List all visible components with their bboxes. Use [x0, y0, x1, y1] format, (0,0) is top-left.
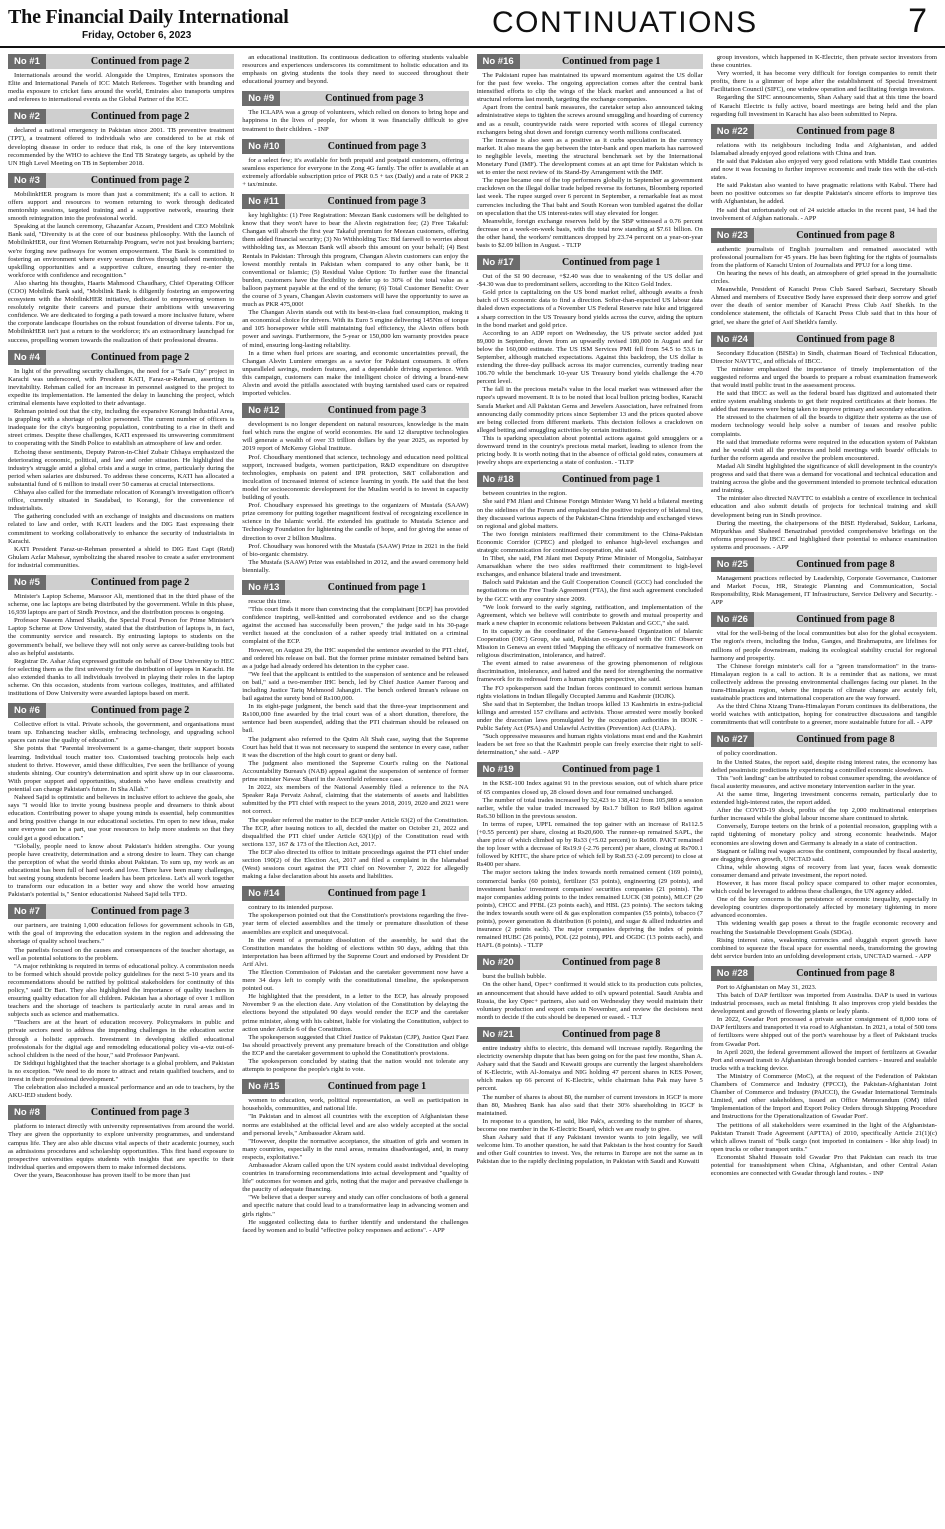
article — [711, 332, 937, 552]
article-paragraph: Registrar Dr. Ashar Afaq expressed gratitude on behalf of Dow University to HEC for selecting them as the first university for the distribution of laptops in Karachi. He also extended thanks to all individuals involved in playing their roles in the laptop scheme. On this occasion, students from various colleges, institutes, and affiliated institutions of Dow University were awarded laptops based on merit. — [8, 657, 235, 698]
article-paragraph: Meanwhile, foreign exchange reserves held by the SBP witnessed a 0.76 percent decrease on a week-on-week basis, with the total now standing at $7.61 billion. On the other hand, the workers' remittances dropped by 23.74 percent on a year-on-year basis to $2.09 billion in August. - TLTP — [476, 217, 703, 249]
section-title: CONTINUATIONS — [492, 6, 758, 39]
continued-from-label: Continued from page 8 — [796, 333, 895, 345]
article-header — [711, 557, 937, 572]
article-header — [711, 228, 937, 243]
article-header — [8, 904, 234, 919]
article-paragraph: This batch of DAP fertilizer was imported from Australia. DAP is used in various industrial processes, such as metal finishing. It also improves crop yield besides the development and growth of flowering plants or leafy plants. — [710, 992, 937, 1016]
article — [242, 91, 468, 133]
continued-from-label: Continued from page 1 — [561, 474, 661, 486]
article-paragraph: Also sharing his thoughts, Haaris Mahmood Chaudhary, Chief Operating Officer (COO) Mobilink Bank said, "Mobilink Bank is diligently fostering an empowering ecosystem with the MobilinkHER initiative, dedicated to empowering women to resolutely reignite their careers and pursue their ambitions with unwavering confidence. We are dedicated to forging a path toward a more inclusive future, where the corporate landscape flourishes on the robust foundation of diverse talents. For us, MobilinkHER isn't just a return to the workforce; it's an extraordinary launchpad for success, propelling women towards the realization of their professional dreams. — [8, 279, 235, 344]
continued-from-label: Continued from page 8 — [796, 614, 895, 626]
article-body — [8, 72, 234, 104]
article-header — [8, 1105, 234, 1120]
article-header — [8, 575, 234, 590]
article-paragraph: key highlights: (1) Free Registration: Meezan Bank customers will be delighted to know that they won't have to bear the Alsvin registration fee; (2) Free Takaful: Changan will absorb the first year Takaful premium for Meezan customers, offering them added financial security; (3) No Withholding Tax: Bid farewell to worries about withholding tax, as Meezan Bank will absorb this amount on your behalf; (4) Best Rentals in Pakistan: Through this program, Changan Alsvin customers can enjoy the lowest monthly rentals in Pakistan when compared to any other bank, be it conventional or Islamic; (5) Residual Value Option: To further ease the financial burden, customers have the flexibility to defer up to 30% of the total value as a balloon payment payable at the end of the tenure; (6) Total Customer Benefit: Over the course of 3 years, Changan Alsvin customers will have the opportunity to save as much as PKR 475,000! — [242, 212, 469, 309]
article-paragraph: Rising interest rates, weakening currencies and sluggish export growth have combined to squeeze the fiscal space for essential needs, transforming the growing debt service burden into an unfolding development crisis, UNCTAD warned. - APP — [710, 936, 937, 960]
article-paragraph: The major sectors taking the index towards north remained cement (169 points), commercial banks (60 points), fertilizer (53 points), engineering (29 points), and investment banks/ investment companies/ securities companies (21 points). The major companies adding points to the index remained LUCK (38 points), MLCF (29 points), CHCC and FFBL (23 points each), and HBL (23 points). The sectors taking the index towards south were oil & gas exploration companies (55 points), tobacco (7 points), power generation & distribution (6 points), and sugar & allied industries and insurance (2 points each). The major companies depriving the index of points remained HUBC (26 points), POL (22 points), PPL and OGDC (13 points each), and HAFL (8 points). - TLTP — [476, 869, 703, 950]
article — [711, 557, 937, 607]
article-number-badge: No #14 — [242, 886, 285, 901]
article-paragraph: The fall in the precious metal's value in the local market was witnessed after the rupee's upward movement. It is to be noted that local bullion pricing bodies, Karachi Sarafa Market and All Pakistan Gems and Jewelers Association, have refrained from announcing daily commodity prices since September 13 and the prices quoted above are being collected from different markets. This decision follows a crackdown on alleged betting and smuggling activities by certain institutions. — [476, 386, 703, 434]
continued-from-label: Continued from page 2 — [90, 174, 190, 186]
continued-from-label: Continued from page 8 — [561, 1028, 661, 1040]
article — [8, 1105, 234, 1180]
issue-date: Friday, October 6, 2023 — [82, 30, 192, 41]
article-header — [477, 1027, 703, 1042]
article-columns — [0, 48, 945, 1529]
article-header — [477, 472, 703, 487]
article-number-badge: No #5 — [8, 575, 46, 590]
article — [711, 228, 937, 327]
article-paragraph: During the meeting, the chairpersons of the BISE Hyderabad, Sukkur, Larkana, Mirpurkhas and Shaheed Benazirabad provided comprehensive briefings on the reforms proposed by IBCC and highlighted their potential to enhance examination systems and processes. - APP — [710, 519, 937, 551]
article-header — [711, 332, 937, 347]
article-body — [477, 973, 703, 1022]
article-paragraph: vital for the well-being of the local communities but also for the global ecosystem. The region's rivers, including the Indus, Ganges, and Brahmaputra, are lifelines for millions of people downstream, making its ecological stability crucial for regional harmony and prosperity. — [710, 630, 937, 662]
article-paragraph: Professor Naseem Ahmed Shaikh, the Special Focal Person for Prime Minister's Laptop Scheme at Dow University, stated that the distribution of laptops is, in fact, the community service and research. By entrusting laptops to students on the government's behalf, we believe they will not only serve as career-building tools but also as helpful assistants. — [8, 617, 235, 657]
article-paragraph: The increase is also seen as a positive as it curbs speculation in the currency market. It also means the gap between the inter-bank and open markets has narrowed to negligible levels, meeting the structural benchmark set by the International Monetary Fund (IMF). The development comes at an apt time for Pakistan which is set to enter the next review of its Stand-By Arrangement with the IMF. — [476, 136, 703, 177]
article-paragraph: between countries in the region. — [482, 490, 567, 498]
article-paragraph: "Teachers are at the heart of education recovery. Policymakers in public and private sectors need to address the impending challenges in the education sector through a holistic approach. Investment in developing skilled educational professionals for the digital age and remodeling educational policy vis-a-viz out-of-school children is the need of the hour," said Professor Panjwani. — [8, 1019, 235, 1059]
article-paragraph: The ECP also directed its office to initiate proceedings against the PTI chief under section 190(2) of the Election Act, 2017 and filed a complaint in the Islamabad (West) sessions court against the PTI chief on November 7, 2022 for allegedly making a false declaration about his assets and liabilities. — [242, 848, 469, 881]
article — [711, 54, 937, 119]
continued-from-label: Continued from page 1 — [561, 257, 661, 269]
article-paragraph: The event aimed to raise awareness of the growing phenomenon of religious discrimination, intolerance, and hatred and the need for strengthening the normative framework for its redressal from a human rights perspective, she said. — [476, 660, 703, 684]
article-paragraph: He highlighted that the president, in a letter to the ECP, has already proposed November 9 as the election date. Any violation of the Constitution by delaying the elections beyond the stipulated 90 days would render the ECP and the caretaker prime minister, along with his cabinet, liable for violating the Constitution, subject to action under Article 6 of the Constitution. — [242, 993, 469, 1033]
article-body — [477, 273, 703, 467]
article-paragraph: The ICLAPA was a group of volunteers, which relied on donors to bring hope and happiness in the lives of people, for whom it was financially difficult to give treatment to their children. - INP — [242, 109, 469, 133]
article-paragraph: The Election Commission of Pakistan and the caretaker government now have a mere 34 days left to comply with the constitutional timeline, the spokesperson pointed out. — [242, 969, 469, 993]
article-paragraph: "We feel that the applicant is entitled to the suspension of sentence and be released on bail," said a two-member IHC bench, led by Chief Justice Aamer Farooq and including Justice Tariq Mehmood Jahangiri. The bench ordered Imran's release on bail against the surety bond of Rs100,000. — [242, 670, 469, 703]
article — [242, 54, 468, 86]
article-paragraph: China, while showing signs of recovery from last year, faces weak domestic consumer demand and private investment, the report noted. — [710, 863, 937, 879]
article-paragraph: In the United States, the report said, despite rising interest rates, the economy has defied pessimistic predictions by experiencing a controlled economic slowdown. — [710, 758, 937, 774]
article-paragraph: The gathering concluded with an exchange of insights and discussions on matters related to law and order, with KATI leaders and the DIG East expressing their commitment to working collaboratively to enhance the security of industrialists in Karachi. — [8, 513, 235, 545]
article-paragraph: On the other hand, Opec+ confirmed it would stick to its production cuts policies, an announcement that should have added to oil's upward potential. Saudi Arabia and Russia, the key Opec+ partners, also said on Wednesday they would maintain their voluntary production and export cuts in November, and review the decisions next month to decide if the cuts should be deepened or eased. - TLT — [476, 981, 703, 1021]
article-paragraph: The number of total trades increased by 32,423 to 138,412 from 105,989 a session earlier, while the value traded increased by Rs1.7 billion to Rs9 billion against Rs6.30 billion in the previous session. — [476, 796, 703, 820]
article-paragraph: The spokesperson pointed out that the Constitution's provisions regarding the five-year term of elected assemblies and the timely or premature dissolution of these assemblies are explicit and unequivocal. — [242, 912, 469, 936]
article-paragraph: In the event of a premature dissolution of the assembly, he said that the Constitution mandates the holding of elections within 90 days, adding that this interpretation has been affirmed by the Supreme Court and endorsed by President Dr Arif Alvi. — [242, 936, 469, 968]
article-paragraph: Secondary Education (BISEs) in Sindh, chairman Board of Technical Education, Director NAVTTC, and officials of IBCC. — [710, 349, 937, 365]
article-paragraph: Meanwhile, President of Karachi Press Club Saeed Sarbazi, Secretary Shoaib Ahmed and members of Executive Body have expressed their deep sorrow and grief over the death of senior member of Karachi Press Club Asif Sheikh. In the condolence statement, the officials of Karachi Press Club said that in this hour of grief, we share the grief of Asif Sheikh's family. — [710, 286, 937, 326]
article-paragraph: Madad Ali Sindhi highlighted the significance of skill development in the country's progress and said that there was a demand for vocational and technical education and training across the globe and the government intended to promote technical education and training. — [710, 462, 937, 495]
article-paragraph: On hearing the news of his death, an atmosphere of grief spread in the journalistic circles. — [710, 269, 937, 286]
article-paragraph: of policy coordination. — [716, 750, 777, 758]
article-paragraph: Management practices reflected by Leadership, Corporate Governance, Customer and Market Focus, HR, Strategic Planning and Communication, Social Responsibility, Risk Management, IT Infrastructure, Service Delivery and Security. - APP — [710, 574, 937, 607]
article-paragraph: Shan Ashary said that if any Pakistani investor wants to join legally, we will welcome him. To another question, he said that Pakistan is the host country for Saudi and other Gulf countries to invest. Yes, the returns in Europe are not the same as in Pakistan due to the rapidly declining population, in Pakistan with Saudi and Kuwaiti — [476, 1133, 703, 1166]
article-header — [8, 173, 234, 188]
article-body — [8, 593, 234, 698]
article-paragraph: The FO spokesperson said the Indian forces continued to commit serious human rights violations in Indian Illegally Occupied Jammu and Kashmir (IIOJK). — [476, 684, 703, 700]
article-paragraph: After the COVID-19 shock, profits of the top 2,000 multinational enterprises further increased while the global labour income share continued to shrink. — [710, 807, 937, 823]
article-paragraph: However, it has more fiscal policy space compared to other major economies, which could be leveraged to address these challenges, the UN agency added. — [710, 879, 937, 896]
article-header — [242, 194, 468, 209]
article-paragraph: Collective effort is vital. Private schools, the government, and organisations must team up. Enhancing teacher skills, embracing technology, and upgrading school spaces can raise the quality of education." — [8, 721, 235, 745]
article-number-badge: No #22 — [711, 124, 754, 139]
article-paragraph: contrary to its intended purpose. — [248, 904, 334, 912]
article-paragraph: Apart from the central bank measures, the caretaker setup also announced taking administrative steps to tighten the screws around smuggling and hoarding of currency and as a result, countrywide raids were reported with scores of illegal currency exchangers being shut down and foreign currency worth millions confiscated. — [476, 104, 703, 136]
article-paragraph: Speaking at the launch ceremony, Ghazanfar Azzam, President and CEO Mobilink Bank said, "Diversity is at the core of our business philosophy. With the launch of MobilinkHER, our first Women Returnship Program, we're not just breaking barriers; we're forging new pathways for women empowerment. The Bank is committed to fostering an environment where every woman thrives through tailored mentorship, upskilling opportunities and a supportive culture, ensuring they re-enter the workforce with confidence and recognition." — [8, 223, 235, 279]
article-paragraph: The petitions of all stakeholders were examined in the light of the Afghanistan-Pakistan Transit Trade Agreement (APTTA) of 2010, specifically Article 21(1)(c) which allows transit of "bulk cargo (not imported in containers - like ship load) in open trucks or other transport units." — [710, 1121, 937, 1153]
article-body — [711, 142, 937, 223]
continued-from-label: Continued from page 1 — [561, 56, 661, 67]
continued-from-label: Continued from page 1 — [561, 764, 661, 776]
article-number-badge: No #1 — [8, 54, 46, 69]
article-number-badge: No #4 — [8, 350, 46, 365]
continued-from-label: Continued from page 2 — [90, 111, 190, 123]
article-paragraph: Naheed Sajid is optimistic and believes in inclusive effort to achieve the goals, she says "I would like to invite young business people and dreamers to think about education. Contributing power to shape young minds is essential, help communities and bring positive change in our educational societies. I'm open to new ideas, make sure everyone can be a part, use your resources to help more students so that they could get a good education." — [8, 794, 235, 842]
article — [8, 703, 234, 899]
article-paragraph: This is sparking speculation about potential actions against gold smugglers or a downward trend in the country's precious metal market, leading to silence from the pricing body. It is worth noting that in the absence of official gold rates, consumers at jewelry shops are experiencing a state of confusion. - TLTP — [476, 434, 703, 467]
article-body — [242, 109, 468, 133]
masthead — [0, 0, 945, 48]
article-number-badge: No #11 — [242, 194, 285, 209]
continued-from-label: Continued from page 8 — [796, 558, 895, 570]
article-paragraph: in the KSE-100 Index against 91 in the previous session, out of which share price of 65 companies closed up, 28 closed down and four remained unchanged. — [476, 780, 703, 796]
article-paragraph: burst the bullish bubble. — [482, 973, 547, 981]
article-paragraph: MobilinkHER program is more than just a commitment; it's a call to action. It offers support and resources to women returning to work through dedicated mentorship sessions, targeted training and a supportive network, ensuring their smooth reintegration into the professional world. — [8, 190, 235, 223]
article-body — [242, 904, 468, 1074]
article-paragraph: Internationals around the world. Alongside the Umpires, Emirates sponsors the Elite and International Panels of ICC Match Referees. Together with branding and media exposure to cricket fans around the world, Emirates also transports umpires and referees to international events as the Global Partner of the ICC. — [8, 72, 235, 104]
article-number-badge: No #3 — [8, 173, 46, 188]
article-paragraph: The Changan Alsvin stands out with its best-in-class fuel consumption, making it an economical choice for drivers. With its Euro 5 engine delivering 145Nm of torque and 105 horsepower while still maintaining fuel efficiency, the Alsvin offers both power and savings. Furthermore, the 5-year or 150,000 km warranty provides peace of mind, ensuring long-lasting reliability. — [242, 309, 469, 349]
article-paragraph: This "soft landing" can be attributed to robust consumer spending, the avoidance of fiscal austerity measures, and active monetary intervention earlier in the year. — [710, 774, 937, 790]
article-body — [242, 421, 468, 575]
article-paragraph: In a time when fuel prices are soaring, and economic uncertainties prevail, the Changan Alsvin Lumiere emerges as a savior for Pakistani consumers. It offers unparalleled savings, modern features, and a dependable driving experience. With this campaign, customers can make the intelligent choice of driving a brand-new Alsvin and avoid the pitfalls associated with buying tarnished used cars or repaired imported vehicles. — [242, 349, 469, 398]
article-paragraph: The rupee became one of the top performers globally in September as government crackdown on the illegal dollar trade helped reverse its fortunes, Bloomberg reported last week. The rupee surged over 6 percent in September, a remarkable feat as most currencies including the Thai baht and South Korean won tumbled against the dollar on speculation that the US interest-rates will stay elevated for longer. — [476, 177, 703, 217]
continued-from-label: Continued from page 1 — [327, 888, 427, 900]
article-paragraph: The Chinese foreign minister's call for a "green transformation" in the trans-Himalayan region is a call to action. It is a reminder that as nations, we must collectively address the pressing environmental challenges facing our planet. In the trans-Himalayan region, where the impacts of climate change are acutely felt, sustainable practices and international cooperation are the way forward. — [710, 662, 937, 703]
article-body — [477, 1045, 703, 1166]
article-number-badge: No #27 — [711, 732, 754, 747]
article-paragraph: The minister also directed NAVTTC to establish a centre of excellence in technical education and also submit details of projects for technical training and skill development being run in Sindh province. — [710, 495, 937, 519]
article-paragraph: The panelists focused on the causes and consequences of the teacher shortage, as well as potential solutions to the problem. — [8, 946, 235, 962]
article-body — [711, 984, 937, 1178]
article-paragraph: "In Pakistan and in almost all countries with the exception of Afghanistan these norms are established at the official level and are also widely accepted at the social and personal levels," Ambassador Akram said. — [242, 1113, 469, 1137]
article-number-badge: No #17 — [477, 255, 520, 270]
article-paragraph: Rehman pointed out that the city, including the expansive Korangi Industrial Area, is grappling with a shortage of police personnel. The current number of officers is inadequate for the city's burgeoning population, contributing to a rise in theft and street crimes. Despite these challenges, KATI expressed its unwavering commitment to cooperating with the Sindh Police to establish an atmosphere of law and order. — [8, 408, 235, 448]
continued-from-label: Continued from page 3 — [327, 405, 427, 417]
article-paragraph: Ambassador Akram called upon the UN system could assist individual developing countries in transforming recommendations into actual development and "quality of life" outcomes for women and girls, noting that the major and pervasive challenge is the paucity of adequate financing. — [242, 1161, 469, 1194]
article-header — [8, 54, 234, 69]
article-number-badge: No #19 — [477, 762, 520, 777]
article-header — [711, 966, 937, 981]
article-header — [477, 255, 703, 270]
article-paragraph: Out of the SI 90 decrease, +$2.40 was due to weakening of the US dollar and -$4.30 was due to predominant sellers, according to the Kitco Gold Index. — [476, 273, 703, 289]
article-body — [711, 350, 937, 552]
article-paragraph: In 2022, Gwadar Port processed a private sector consignment of 8,000 tons of DAP fertilizers and transported it via road to Afghanistan. In 2021, a total of 500 tons of fertilizers were shipped out of the port's warehouse by a fleet of Pakistani trucks from Gwadar Port. — [710, 1016, 937, 1048]
article — [242, 194, 468, 398]
continued-from-label: Continued from page 1 — [327, 581, 427, 593]
article — [242, 139, 468, 189]
article-paragraph: He said that IBCC as well as the federal board has digitized and automated their entire system enabling students to get their required certificates at their homes. He added that measures were being taken to improve primary and secondary education. — [710, 390, 937, 414]
continued-from-label: Continued from page 8 — [796, 229, 895, 241]
article-paragraph: The minister emphasized the importance of timely implementation of the suggested reforms and urged the boards to prepare a robust examination framework that would instil public trust in the assessment process. — [710, 365, 937, 389]
article-body — [242, 598, 468, 881]
continued-from-label: Continued from page 8 — [796, 967, 895, 979]
article-header — [8, 350, 234, 365]
article-paragraph: Baloch said Pakistan and the Gulf Cooperation Council (GCC) had concluded the negotiations on the Free Trade Agreement (FTA), the first such agreement concluded by the GCC with any country since 2009. — [476, 579, 703, 603]
article — [242, 403, 468, 575]
newspaper-name: The Financial Daily International — [8, 6, 289, 28]
article-paragraph: Gold price is capitalizing on the US bond market relief, although awaits a fresh batch of US economic data to find a direction. Softer-than-expected US labour data dialed down expectations of a November US Federal Reserve rate hike and triggered a sharp correction in the US Treasury bond yields across the curve, aiding the upturn in the bond market and gold price. — [476, 289, 703, 329]
article-paragraph: Very worried, it has become very difficult for foreign companies to remit their profits, there is a glimmer of hope after the establishment of Special Investment Facilitation Council (SIFC), one window operation and facilitating foreign investors. — [710, 70, 937, 94]
article-body — [477, 780, 703, 950]
article-paragraph: In 2022, six members of the National Assembly filed a reference to the NA Speaker Raja Pervaiz Ashraf, claiming that the statements of assets and liabilities submitted by the PTI chief with respect to the years 2018, 2019, 2020 and 2021 were not correct. — [242, 784, 469, 816]
article-paragraph: According to an ADP report on Wednesday, the US private sector added just 89,000 in September, down from an upwardly revised 180,000 in August and far below the 160,000 estimate. The US ISM Services PMI fell from 54.5 to 53.6 in September, although matched expectations. Against this backdrop, the US dollar is extending the three-day pullback across its major currencies, currently trading near 106.70 while the benchmark 10-year US Treasury bond yields challenge the 4.70 percent level. — [476, 329, 703, 386]
article-paragraph: "Globally, people need to know about Pakistan's hidden strengths. Our young people have creativity, determination and a strong desire to learn. They can change the perception of what the world thinks about Pakistan. To sum up, my work as an educationist has been full of hard work and love. There have been many challenges, but seeing young students become leaders has been priceless. Let's all work together to transform our education in a better way and show the world how amazing Pakistan's potential is," Senior educationist Naheed Sajid tells TFD. — [8, 842, 235, 899]
article-number-badge: No #8 — [8, 1105, 46, 1120]
article-header — [711, 124, 937, 139]
article-body — [711, 246, 937, 327]
article-paragraph: The number of shares is about 80, the number of current investors in IGCF is more than 80, Mashreq Bank has also said that their 30% shareholding in IGCF is maintained. — [476, 1093, 703, 1117]
article-body — [242, 54, 468, 86]
article-paragraph: Prof. Choudhary was honored with the Mustafa (SAAW) Prize in 2021 in the field of bio-organic chemistry. — [242, 542, 469, 558]
article-paragraph: Economist Shahid Hussain told Gwadar Pro that Pakistan can reach its true potential for transshipment when China, Afghanistan, and other Central Asian economies are connected with Gwadar through land routes. - INP — [710, 1153, 937, 1178]
article-header — [242, 886, 468, 901]
continued-from-label: Continued from page 3 — [327, 140, 427, 152]
continued-from-label: Continued from page 8 — [561, 957, 661, 969]
article-paragraph: He said that immediate reforms were required in the education system of Pakistan and he would visit all the provinces and hold meetings with boards' officials to further the reform agenda and resolve the problem encountered. — [710, 438, 937, 462]
continued-from-label: Continued from page 8 — [796, 125, 895, 137]
article-paragraph: At the same time, lingering investment concerns remain, particularly due to extended high-interest rates, the report added. — [710, 790, 937, 807]
article-number-badge: No #28 — [711, 966, 754, 981]
article-body — [477, 72, 703, 250]
article-paragraph: She said that in September, the Indian troops killed 13 Kashmiris in extra-judicial killings and arrested 157 civilians and activists. Those arrested were mostly booked under the draconian laws promulgated by the occupation authorities in IIOJK - Public Safety Act (PSA) and Unlawful Activities (Prevention) Act (UAPA). — [476, 700, 703, 733]
article-body — [8, 127, 234, 167]
continued-from-label: Continued from page 2 — [90, 576, 190, 588]
article — [711, 124, 937, 223]
article-paragraph: The judgment also referred to the Quim Ali Shah case, saying that the Supreme Court has held that it was not necessary to suspend the sentence in every case, rather it was the discretion of the high court to grant or deny bail. — [242, 735, 469, 759]
column-4 — [711, 54, 937, 1529]
article-paragraph: Regarding the SIFC announcements, Shan Ashary said that at this time the board of Karachi Electric is fully active, board meetings are being held and the plan regarding full investment in Karachi has also been submitted to Nepra. — [710, 94, 937, 118]
article-number-badge: No #2 — [8, 109, 46, 124]
article-header — [8, 109, 234, 124]
article-paragraph: for a select few; it's available for both prepaid and postpaid customers, offering a seamless experience for everyone in the Zong 4G family. The offer is available at an extremely affordable subscription price of PKR 0.5 + tax (Daily) and a rate of PKR 2 + tax/minute. — [242, 156, 469, 188]
article-number-badge: No #20 — [477, 955, 520, 970]
continued-from-label: Continued from page 2 — [90, 705, 190, 717]
article-paragraph: Prof. Choudhary mentioned that science, technology and education need political support, increased budgets, women participation, R&D expenditure on disruptive technologies, emphasis on patent and IPR protection, S&T collaboration and inculcation of increased interest of science learning in youth. He said that the best model for socioeconomic development for the Muslim world is to invest in capacity building of youth. — [242, 453, 469, 502]
article-paragraph: In its capacity as the coordinator of the Geneva-based Organization of Islamic Cooperation (OIC) Group, she said, Pakistan co-organized with the OIC Observer Mission in Geneva an event titled 'Mapping the efficacy of normative framework on religious discrimination, intolerance, and hatred'. — [476, 627, 703, 660]
article-paragraph: He said Pakistan also wanted to have pragmatic relations with Kabul. There had been no positive outcomes so far despite Pakistan's sincere efforts to improve ties with Afghanistan, he added. — [710, 182, 937, 206]
article — [8, 109, 234, 167]
article-paragraph: The judgment also mentioned the Supreme Court's ruling on the National Accountability Bureau's (NAB) appeal against the suspension of sentence of former prime minister Nawaz Sharif in the Avenfield reference case. — [242, 759, 469, 784]
article-paragraph: The spokesperson concluded by stating that the nation would not tolerate any attempts to postpone the people's right to vote. — [242, 1058, 469, 1074]
article-body — [8, 922, 234, 1100]
article-body — [242, 157, 468, 189]
article-number-badge: No #23 — [711, 228, 754, 243]
article-paragraph: He said that unfortunately out of 24 suicide attacks in the recent past, 14 had the involvement of Afghan nationals. - APP — [710, 206, 937, 222]
article-paragraph: In response to a question, he said, like Pak's, according to the number of shares, become one member in the K-Electric Board, which we are ready to give. — [476, 1117, 703, 1133]
article-header — [242, 403, 468, 418]
article — [477, 255, 703, 467]
continued-from-label: Continued from page 3 — [90, 1107, 190, 1119]
article-number-badge: No #24 — [711, 332, 754, 347]
article-paragraph: our partners, are training 1,000 education fellows for government schools in GB, with the goal of improving the education system in the region and addressing the shortage of quality school teachers." — [8, 922, 235, 946]
continued-from-label: Continued from page 1 — [327, 1081, 427, 1093]
article-paragraph: platform to interact directly with university representatives from around the world. They are given the opportunity to explore university programmes, and understand campus life. They are also able discuss vital aspects of their academic journey, such as admissions procedures and scholarship opportunities. This first hand exposure to prospective universities equips students with insights that are specific to their individual queries and empowers them to make informed decisions. — [8, 1123, 235, 1171]
article-paragraph: The celebration also included a musical performance and an ode to teachers, by the AKU-IED student body. — [8, 1084, 235, 1100]
article-paragraph: The speaker referred the matter to the ECP under Article 63(2) of the Constitution. The ECP, after issuing notices to all, decided the matter on October 21, 2022 and disqualified the PTI chief under Article 63(1)(p) of the Constitution read with sections 137, 167 & 173 of the Election Act, 2017. — [242, 816, 469, 848]
article-number-badge: No #26 — [711, 612, 754, 627]
article — [477, 955, 703, 1022]
article-body — [242, 212, 468, 398]
article — [711, 612, 937, 727]
article-paragraph: In its eight-page judgment, the bench said that the three-year imprisonment and Rs100,000 fine awarded by the trial court was of a short duration, therefore, the sentence had been suspended, adding that the PTI chairman should be released on bail. — [242, 703, 469, 735]
article-paragraph: "This court finds it more than convincing that the complainant [ECP] has provided confidence inspiring, well-knitted and corroborated evidence and so the charge against the accused has successfully been proven," the judge said in his 30-page verdict issued at the conclusion of a rather speedy trial initiated on a criminal complaint of the ECP. — [242, 606, 469, 646]
article-body — [8, 368, 234, 570]
article-number-badge: No #16 — [477, 54, 520, 69]
article-number-badge: No #6 — [8, 703, 46, 718]
article-paragraph: The two foreign ministers reaffirmed their commitment to the China-Pakistan Economic Corridor (CPEC) and pledged to enhance high-level exchanges and strategic communication for continued cooperation, she said. — [476, 530, 703, 554]
article-paragraph: "A major rethinking is required in terms of educational policy. A commission needs to be formed which should provide policy guidelines for the next 5-10 years and its recommendations should be ratified by political stakeholders for continuity of this policy," said Dr Bari. They also highlighted the importance of quality teachers in ensuring quality education for all children. Pakistan has a shortage of over 1 million teachers and the shortage of teachers is particularly acute in rural areas and in subjects such as science and mathematics. — [8, 962, 235, 1019]
article-number-badge: No #7 — [8, 904, 46, 919]
article-header — [477, 955, 703, 970]
article-paragraph: entire industry shifts to electric, this demand will increase rapidly. Regarding the electricity ownership dispute that has been going on for the past few months, Shan A. Ashary said that the Saudi and Kuwaiti groups are currently the largest shareholders of K-Electric, with Al-Jomaiya and NIG holding 47 percent shares in KES Power, which makes up 66 percent of K-Electric, while chairman Isha Pak may have 5 percent. — [476, 1044, 703, 1093]
article-paragraph: However, on August 29, the IHC suspended the sentence awarded to the PTI chief, and ordered his release on bail. But the former prime minister remained behind bars as a judge had already ordered his detention in the cypher case. — [242, 646, 469, 670]
article-paragraph: "We look forward to the early signing, ratification, and implementation of the Agreement, which we believe will contribute to growth and mutual prosperity and mark a new chapter in economic relations between Pakistan and GCC," she said. — [476, 603, 703, 627]
article-body — [8, 191, 234, 345]
article-paragraph: Over the years, Beaconhouse has proven itself to be more than just — [14, 1171, 191, 1179]
article-paragraph: Stagnant or falling real wages across the continent, compounded by fiscal austerity, are dragging down growth, UNCTAD said. — [710, 847, 937, 863]
article-body — [477, 490, 703, 757]
article-paragraph: Dr Siddiqui highlighted that the teacher shortage is a global problem, and Pakistan is no exception. "We need to do more to attract and retain qualified teachers, and to invest in their professional development." — [8, 1059, 235, 1084]
article-paragraph: Chhaya also called for the immediate relocation of Korangi's investigation officer's office, currently situated in Saudabad, to Korangi, for the convenience of industrialists. — [8, 489, 235, 513]
article — [8, 904, 234, 1100]
article-paragraph: group investors, which happened in K-Electric, then private sector investors from these countries. — [710, 54, 937, 70]
article-paragraph: The Ministry of Commerce (MoC), at the request of the Federation of Pakistan Chambers of Commerce and Industry (FPCCI), the Pakistan-Afghanistan Joint Chamber of Commerce and Industry (PAJCCI), the Gwadar International Terminals Limited, and other stakeholders, issued an Office Memorandum (OM) titled 'Implementation of the Import and Export Policy Orders through Shipping Procedure and Instructions for the Operationalization of Gwadar Port'. — [710, 1072, 937, 1121]
article-paragraph: In Tibet, she said, FM Jilani met Deputy Prime Minister of Mongolia, Sainbayar Amarsaikhan where the two sides reaffirmed their commitment to high-level exchanges, and enhance bilateral trade and investment. — [476, 555, 703, 579]
article — [8, 575, 234, 698]
article-paragraph: He stressed to the chairmen of all the boards to digitize their systems as the use of modern technology would help solve a number of issues and resolve public complaints. — [710, 414, 937, 438]
article-paragraph: Port to Afghanistan on May 31, 2023. — [716, 983, 817, 991]
article-body — [711, 54, 937, 119]
article-header — [477, 762, 703, 777]
article-paragraph: authentic journalists of English journalism and remained associated with professional journalism for 45 years. He has been fighting for the rights of journalists from the platform of Karachi Union of Journalists and PFUJ for a long time. — [710, 245, 937, 269]
article-paragraph: The spokesperson suggested that Chief Justice of Pakistan (CJP), Justice Qazi Faez Isa should proactively prevent any premature breach of the Constitution and oblige the ECP and the caretaker government to uphold the Constitution's provisions. — [242, 1033, 469, 1057]
page-number: 7 — [908, 2, 927, 40]
article-header — [242, 91, 468, 106]
continued-from-label: Continued from page 2 — [90, 56, 190, 67]
article-number-badge: No #13 — [242, 580, 285, 595]
article — [477, 54, 703, 250]
article-header — [711, 612, 937, 627]
article — [477, 472, 703, 757]
article-paragraph: This widening wealth gap poses a threat to the fragile economic recovery and reaching the Sustainable Development Goals (SDGs). — [710, 920, 937, 936]
article-paragraph: She said FM Jilani and Chinese Foreign Minister Wang Yi held a bilateral meeting on the sidelines of the Forum and emphasized the positive trajectory of bilateral ties, they discussed various aspects of the Pakistan-China friendship and exchanged views on regional and global matters. — [476, 498, 703, 530]
column-1 — [8, 54, 234, 1529]
article-paragraph: Echoing these sentiments, Deputy Patron-in-Chief Zubair Chhaya emphasized the deteriorating economic, political, and law and order situation. He highlighted the industry's struggle amid a global crisis and a surge in crime, particularly during the period when salaries are disbursed. To address these concerns, KATI has allocated a substantial fund of 6 million to install over 50 cameras at crucial intersections. — [8, 448, 235, 488]
article-paragraph: Prof. Choudhary expressed his greetings to the organizers of Mustafa (SAAW) prize ceremony for putting together magnificent festival of recognizing excellence in science in the Islamic world. He extended his gratitude to Mustafa Science and Technology Foundation for lightening the candle of hope, and for giving the sense of direction to over 2 billion Muslims. — [242, 502, 469, 542]
article-paragraph: As the third China Xizang Trans-Himalayan Forum continues its deliberations, the world watches with anticipation, hoping for constructive discussions and tangible commitments that will contribute to a greener, more sustainable future for all. - APP — [710, 703, 937, 727]
continued-from-label: Continued from page 3 — [325, 93, 424, 105]
article-paragraph: In light of the prevailing security challenges, the need for a "Safe City" project in Karachi was underscored, with President KATI, Faraz-ur-Rehman, asserting its inevitability. Rehman called for an increase in personnel assigned to the project to expedite its implementation. He lamented the delay in launching the project, which criminal elements have exploited to their advantage. — [8, 367, 235, 407]
article-header — [477, 54, 703, 69]
article — [477, 1027, 703, 1166]
article-paragraph: an educational institution. Its continuous dedication to offering students valuable resources and experiences underscores its commitment to holistic education and its emphasis on giving students the tools they need to succeed throughout their educational journey and beyond. — [242, 54, 469, 86]
article-number-badge: No #18 — [477, 472, 520, 487]
article-number-badge: No #21 — [477, 1027, 520, 1042]
article-header — [242, 580, 468, 595]
article-number-badge: No #25 — [711, 557, 754, 572]
article-body — [242, 1097, 468, 1235]
article-header — [242, 139, 468, 154]
article-paragraph: women to education, work, political representation, as well as participation in households, communities, and national life. — [242, 1097, 469, 1113]
article — [8, 350, 234, 570]
continued-from-label: Continued from page 2 — [90, 351, 190, 363]
article-paragraph: Minister's Laptop Scheme, Mansoor Ali, mentioned that in the third phase of the scheme, one lac laptops are being distributed by the government. While in this phase, 16,939 laptops are part of Sindh Province, and the distribution process is ongoing. — [8, 592, 235, 617]
article — [242, 580, 468, 881]
article-paragraph: In terms of rupee, UPFL remained the top gainer with an increase of Rs112.5 (+0.55 percent) per share, closing at Rs20,600. The runner-up remained SAPL, the share price of which climbed up by Rs33 (+5.02 percent) to Rs690. PAKT remained the top loser with a decrease of Rs19.9 (-2.76 percent) per share, closing at Rs700.1 followed by KHTC, the share price of which fell by Rs8.53 (-2.09 percent) to close at Rs400 per share. — [476, 820, 703, 869]
continued-from-label: Continued from page 3 — [327, 196, 426, 208]
article-paragraph: He said that Pakistan also enjoyed very good relations with Middle East countries and now it was focusing to further improve economic and trade ties with the oil-rich states. — [710, 157, 937, 182]
article-paragraph: KATI President Faraz-ur-Rehman presented a shield to DIG East Capt (Retd) Ghulam Azfar Mahesar, symbolizing the shared resolve to create a safer environment for industrial communities. — [8, 545, 235, 569]
article-paragraph: rescue this time. — [248, 597, 292, 605]
article-header — [8, 703, 234, 718]
article — [242, 886, 468, 1074]
article-paragraph: She points that "Parental involvement is a game-changer, their support boosts learning. Individual touch matter too. Customised teaching protocols help each student to thrive. However, amid these difficulties, I've seen the brilliance of young students shining. Our country's determination and spirit show up in our classrooms. With proper support and opportunities, students who have endless creativity and potential can change Pakistan's future. In Sha Allah." — [8, 745, 235, 793]
article-body — [711, 630, 937, 727]
article-number-badge: No #12 — [242, 403, 285, 418]
article-header — [711, 732, 937, 747]
article — [711, 732, 937, 960]
article — [8, 173, 234, 345]
article-paragraph: development is no longer dependent on natural resources, knowledge is the main fuel which runs the engine of world economies. He said 12 disruptive technologies will generate a wealth of over 33 trillion dollars by the year 2025, as reported by 2019 report of McKensy Global Institute. — [242, 421, 469, 453]
article-number-badge: No #15 — [242, 1079, 285, 1094]
article-body — [711, 575, 937, 607]
article-paragraph: "We believe that a deeper survey and study can offer conclusions of both a general and specific nature that could lead to a transformative leap in advancing women and girls rights." — [242, 1194, 469, 1218]
article-paragraph: The Pakistani rupee has maintained its upward momentum against the US dollar for the past few weeks. The ongoing appreciation comes after the central bank intensified efforts to clip the wings of the black market and announced a list of structural reforms last month, targeting the exchange companies. — [476, 72, 703, 104]
article-paragraph: declared a national emergency in Pakistan since 2001. TB preventive treatment (TPT), a treatment offered to individuals who are considered to be at risk of developing disease in order to reduce that risk, is one of the key interventions recommended by the WHO to achieve the End TB Strategy targets, as upheld by the UN High Level Meeting on TB in September 2018. — [8, 127, 235, 167]
article — [242, 1079, 468, 1235]
article-body — [8, 721, 234, 899]
continued-from-label: Continued from page 8 — [796, 734, 895, 746]
article-body — [8, 1123, 234, 1180]
article-paragraph: One of the key concerns is the persistence of economic inequality, especially in developing countries disproportionately affected by monetary tightening in more advanced economies. — [710, 896, 937, 920]
article — [477, 762, 703, 950]
article-paragraph: The Mustafa (SAAW) Prize was established in 2012, and the award ceremony held biennially. — [242, 558, 469, 574]
article-paragraph: In April 2020, the federal government allowed the import of fertilizers at Gwadar Port and onward transit to Afghanistan through bonded carriers - insured and sealable trucks with a tracking device. — [710, 1048, 937, 1072]
article — [711, 966, 937, 1178]
article-paragraph: Conversely, Europe teeters on the brink of a potential recession, grappling with a rapid tightening of monetary policy and strong economic headwinds. Major economies are slowing down and Germany is already in a state of contraction. — [710, 823, 937, 847]
article-number-badge: No #10 — [242, 139, 285, 154]
continued-from-label: Continued from page 3 — [90, 906, 190, 918]
article-paragraph: "Such oppressive measures and human rights violations must end and the Kashmiri leaders be set free so that the Kashmiri people can freely exercise their right to self-determination," she said. - APP — [476, 733, 703, 757]
article-number-badge: No #9 — [242, 91, 280, 106]
article-paragraph: He suggested collecting data to further identify and understand the challenges faced by women and to build "effective policy responses and actions". - APP — [242, 1218, 469, 1234]
column-2 — [242, 54, 468, 1529]
article-paragraph: "However, despite the normative acceptance, the situation of girls and women in many countries, especially in the rural areas, remains disadvantaged, and, in many respects, exploitative." — [242, 1137, 469, 1161]
article — [8, 54, 234, 104]
article-header — [242, 1079, 468, 1094]
article-body — [711, 750, 937, 960]
article-paragraph: relations with its neighbours including India and Afghanistan, and added Islamabad already enjoyed good relations with China and Iran. — [710, 141, 937, 157]
column-3 — [477, 54, 703, 1529]
